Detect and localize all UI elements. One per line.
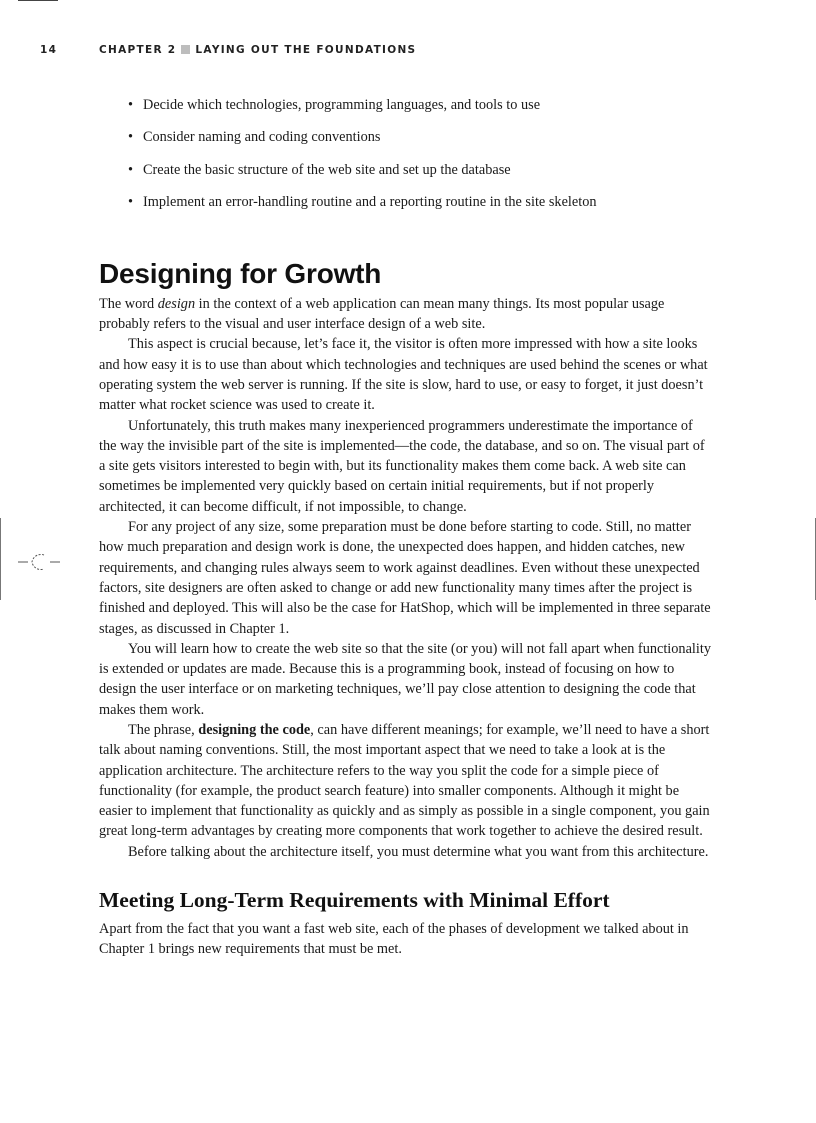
crop-mark-top (18, 0, 58, 1)
bullet-text: Consider naming and coding conventions (143, 129, 381, 146)
chapter-title: LAYING OUT THE FOUNDATIONS (195, 44, 417, 56)
paragraph-text: , can have different meanings; for example, we’ll need to have a short talk about naming conventions. Still, the most important aspect that we need to take a look at is the application architecture. The architecture refers to the way you split the code for a simple piece of functionality (for example, the product search feature) into smaller components. Although it might be easier to implement that functionality as quickly and as simply as possible in a single component, you gain great long-term advantages by creating more components that work together to achieve the desired result. (99, 721, 710, 840)
paragraph-text: The word (99, 295, 158, 312)
running-header (40, 44, 740, 56)
bullet-icon: • (128, 194, 134, 211)
paragraph: Unfortunately, this truth makes many inexperienced programmers underestimate the importance of the way the invisible part of the site is implemented—the code, the database, and so on. The visual part of a site gets visitors interested to begin with, but its functionality makes them come back. A web site can sometimes be implemented very quickly based on certain initial requirements, but if not properly architected, it can become difficult, if not impossible, to change. (99, 417, 705, 515)
bullet-icon: • (128, 161, 134, 178)
paragraph: You will learn how to create the web site so that the site (or you) will not fall apart when functionality is extended or updates are made. Because this is a programming book, instead of focusing on how to design the user interface or on marketing techniques, we’ll pay close attention to designing the code that makes them work. (99, 640, 711, 718)
section-heading-long-term-requirements: Meeting Long-Term Requirements with Minimal Effort (99, 888, 610, 913)
bullet-icon: • (128, 129, 134, 146)
bullet-item (99, 192, 713, 212)
section-heading-designing-for-growth: Designing for Growth (99, 257, 382, 289)
bullet-item (99, 95, 713, 115)
paragraph (99, 720, 713, 842)
page-number: 14 (40, 44, 58, 56)
paragraph (99, 294, 713, 335)
registration-mark-icon (16, 547, 62, 577)
emphasis-text: design (157, 295, 196, 312)
crop-mark-left (0, 518, 1, 600)
bullet-icon: • (128, 97, 134, 113)
bullet-list (99, 95, 713, 213)
chapter-label: CHAPTER 2 (99, 44, 177, 56)
bullet-text: Decide which technologies, programming languages, and tools to use (143, 97, 541, 113)
bold-text: designing the code (198, 721, 311, 738)
page-content (99, 95, 713, 960)
paragraph-text: The phrase, (128, 721, 199, 738)
bullet-item (99, 160, 713, 180)
bullet-item (99, 127, 713, 147)
paragraph: For any project of any size, some preparation must be done before starting to code. Still, no matter how much preparation and design work is done, the unexpected does happen, and hidden catches, new requirements, and changing rules always seem to work against deadlines. Even without these unexpected factors, site designers are often asked to change or add new functionality many times after the project is finished and deployed. This will also be the case for HatShop, which will be implemented in three separate stages, as discussed in Chapter 1. (99, 519, 711, 637)
paragraph: Before talking about the architecture itself, you must determine what you want from this architecture. (128, 843, 709, 860)
separator-square-icon (181, 45, 190, 54)
paragraph: This aspect is crucial because, let’s face it, the visitor is often more impressed with how a site looks and how easy it is to use than about which technologies and techniques are used behind the scenes or what operating system the web server is running. If the site is slow, hard to use, or easy to forget, it just doesn’t matter what rocket science was used to create it. (99, 336, 708, 414)
paragraph-text: in the context of a web application can mean many things. Its most popular usage probably refers to the visual and user interface design of a web site. (99, 295, 665, 333)
bullet-text: Create the basic structure of the web site and set up the database (143, 161, 511, 178)
paragraph: Apart from the fact that you want a fast web site, each of the phases of development we talked about in Chapter 1 brings new requirements that must be met. (99, 921, 689, 958)
bullet-text: Implement an error-handling routine and a reporting routine in the site skeleton (143, 194, 597, 211)
